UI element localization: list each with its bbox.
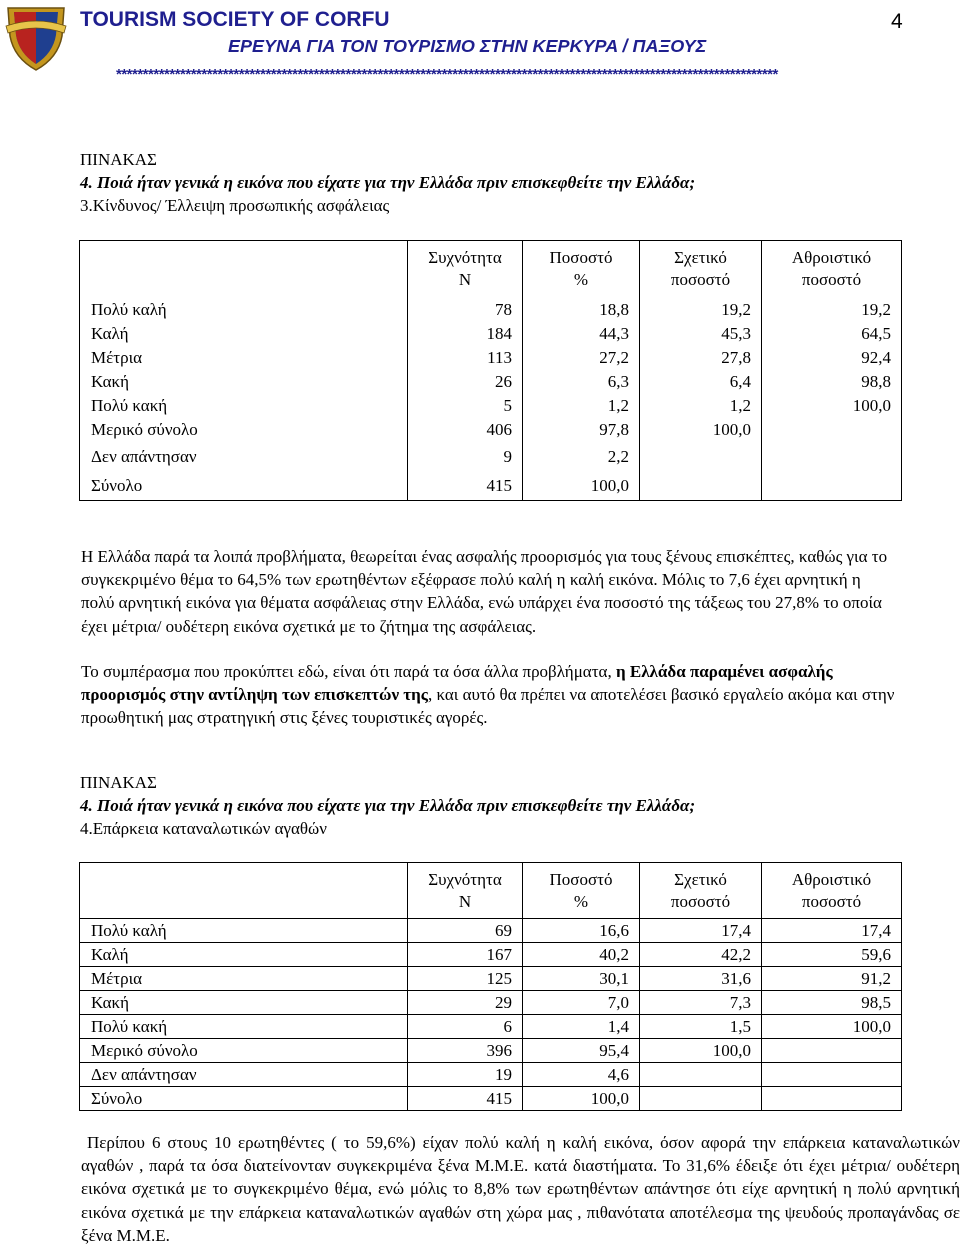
- cell-relative: 100,0: [640, 418, 762, 443]
- cell-frequency: 125: [408, 967, 523, 991]
- table-row: [80, 298, 902, 322]
- table-subtitle: 3.Κίνδυνος/ Έλλειψη προσωπικής ασφάλειας: [80, 196, 390, 215]
- cell-percent: 18,8: [523, 298, 640, 322]
- table-row: [80, 472, 902, 501]
- cell-percent: 16,6: [523, 919, 640, 943]
- row-label: Μέτρια: [80, 967, 408, 991]
- empty-header-cell: [80, 241, 408, 298]
- organization-name: TOURISM SOCIETY OF CORFU: [80, 8, 390, 31]
- column-header-percent: Ποσοστό %: [523, 863, 640, 919]
- cell-cumulative: 64,5: [762, 322, 902, 346]
- survey-question: 4. Ποιά ήταν γενικά η εικόνα που είχατε για την Ελλάδα πριν επισκεφθείτε την Ελλάδα;: [80, 173, 696, 192]
- table-header-row: [80, 863, 902, 919]
- row-label: Πολύ κακή: [80, 1015, 408, 1039]
- column-header-relative: Σχετικό ποσοστό: [640, 863, 762, 919]
- table-row: [80, 1063, 902, 1087]
- cell-percent: 6,3: [523, 370, 640, 394]
- analysis-paragraph: Η Ελλάδα παρά τα λοιπά προβλήματα, θεωρείται ένας ασφαλής προορισμός για τους ξένους επισκέπτες, καθώς για το συγκεκριμένο θέμα το 64,5% των ερωτηθέντων εξέφρασε πολύ καλή η καλή εικόνα. Μόλις το 7,6 έχει αρνητική η πολύ αρνητική εικόνα για θέματα ασφάλειας στην Ελλάδα, ενώ υπάρχει ένα ποσοστό της τάξεως του 27,8% το οποία έχει μέτρια/ ουδέτερη εικόνα σχετικά με το ζήτημα της ασφάλειας.: [81, 547, 888, 636]
- shield-logo-icon: [0, 2, 72, 72]
- cell-relative: 100,0: [640, 1039, 762, 1063]
- table-caption-label: ΠΙΝΑΚΑΣ: [80, 773, 157, 792]
- row-label: Καλή: [91, 323, 129, 343]
- empty-header-cell: [80, 863, 408, 919]
- cell-frequency: 9: [408, 443, 523, 472]
- table-row: [80, 418, 902, 443]
- cell-percent: 30,1: [523, 967, 640, 991]
- table-subtitle: 4.Επάρκεια καταναλωτικών αγαθών: [80, 819, 327, 838]
- header-subtitle: ΕΡΕΥΝΑ ΓΙΑ ΤΟΝ ΤΟΥΡΙΣΜΟ ΣΤΗΝ ΚΕΡΚΥΡΑ / ΠΑΞΟΥΣ: [228, 36, 707, 56]
- cell-relative: [640, 443, 762, 472]
- page-number: 4: [891, 10, 903, 33]
- cell-cumulative: 17,4: [762, 919, 902, 943]
- cell-frequency: 26: [408, 370, 523, 394]
- cell-percent: 100,0: [523, 472, 640, 501]
- row-label: Κακή: [91, 371, 130, 391]
- cell-frequency: 69: [408, 919, 523, 943]
- row-label: Μερικό σύνολο: [80, 1039, 408, 1063]
- table-row: [80, 322, 902, 346]
- table-row: [80, 346, 902, 370]
- cell-relative: 27,8: [640, 346, 762, 370]
- cell-percent: 7,0: [523, 991, 640, 1015]
- row-label: Πολύ καλή: [80, 919, 408, 943]
- cell-cumulative: 98,8: [762, 370, 902, 394]
- row-label: Μερικό σύνολο: [91, 420, 198, 439]
- table-row: [80, 443, 902, 472]
- cell-frequency: 184: [408, 322, 523, 346]
- cell-percent: 1,4: [523, 1015, 640, 1039]
- cell-percent: 100,0: [523, 1087, 640, 1111]
- cell-cumulative: 19,2: [762, 298, 902, 322]
- cell-percent: 4,6: [523, 1063, 640, 1087]
- cell-relative: 6,4: [640, 370, 762, 394]
- cell-cumulative: 92,4: [762, 346, 902, 370]
- cell-frequency: 6: [408, 1015, 523, 1039]
- table-row: [80, 919, 902, 943]
- row-label: Μέτρια: [91, 347, 143, 367]
- cell-percent: 44,3: [523, 322, 640, 346]
- table-row: [80, 1015, 902, 1039]
- column-header-frequency: Συχνότητα N: [408, 241, 523, 298]
- cell-relative: 31,6: [640, 967, 762, 991]
- conclusion-paragraph: Το συμπέρασμα που προκύπτει εδώ, είναι ότι παρά τα όσα άλλα προβλήματα, η Ελλάδα παραμένει ασφαλής προορισμός στην αντίληψη των επισκεπτών της, και αυτό θα πρέπει να αποτελέσει βασικό εργαλείο ακόμα και στην προωθητική μας στρατηγική στις ξένες τουριστικές αγορές.: [81, 662, 895, 728]
- cell-cumulative: 59,6: [762, 943, 902, 967]
- row-label: Καλή: [80, 943, 408, 967]
- row-label: Δεν απάντησαν: [91, 447, 197, 466]
- survey-question: 4. Ποιά ήταν γενικά η εικόνα που είχατε για την Ελλάδα πριν επισκεφθείτε την Ελλάδα;: [80, 796, 696, 815]
- cell-relative: 1,5: [640, 1015, 762, 1039]
- analysis-paragraph: Περίπου 6 στους 10 ερωτηθέντες ( το 59,6%) είχαν πολύ καλή η καλή εικόνα, όσον αφορά την επάρκεια καταναλωτικών αγαθών , παρά τα όσα διατείνονταν συγκεκριμένα ξένα Μ.Μ.Ε. κατά διαστήματα. Το 31,6% έδειξε ότι έχει μέτρια/ ουδέτερη εικόνα σχετικά με το συγκεκριμένο θέμα, ενώ μόλις το 8,8% των ερωτηθέντων απάντησε ότι είχε αρνητική η πολύ αρνητική εικόνα σχετικά με την επάρκεια καταναλωτικών αγαθών στη χώρα μας , πιθανότατα αποτέλεσμα της ψευδούς προπαγάνδας σε ξένα Μ.Μ.Ε.: [81, 1133, 960, 1245]
- column-header-cumulative: Αθροιστικό ποσοστό: [762, 241, 902, 298]
- table-row: [80, 943, 902, 967]
- row-label: Σύνολο: [91, 475, 143, 495]
- goods-frequency-table: [79, 862, 902, 1111]
- cell-frequency: 78: [408, 298, 523, 322]
- cell-frequency: 415: [408, 1087, 523, 1111]
- table-row: [80, 370, 902, 394]
- row-label: Πολύ κακή: [91, 395, 168, 415]
- cell-frequency: 167: [408, 943, 523, 967]
- cell-cumulative: 100,0: [762, 394, 902, 418]
- table-row: [80, 1087, 902, 1111]
- cell-percent: 95,4: [523, 1039, 640, 1063]
- cell-cumulative: [762, 443, 902, 472]
- cell-percent: 27,2: [523, 346, 640, 370]
- table-header-row: [80, 241, 902, 298]
- row-label: Πολύ καλή: [91, 299, 167, 319]
- column-header-frequency: Συχνότητα N: [408, 863, 523, 919]
- table-caption-label: ΠΙΝΑΚΑΣ: [80, 150, 157, 169]
- row-label: Σύνολο: [80, 1087, 408, 1111]
- cell-frequency: 29: [408, 991, 523, 1015]
- cell-frequency: 5: [408, 394, 523, 418]
- cell-relative: 45,3: [640, 322, 762, 346]
- cell-relative: [640, 1063, 762, 1087]
- table-row: [80, 394, 902, 418]
- cell-percent: 2,2: [523, 443, 640, 472]
- cell-percent: 97,8: [523, 418, 640, 443]
- cell-relative: 1,2: [640, 394, 762, 418]
- cell-cumulative: [762, 1063, 902, 1087]
- row-label: Κακή: [80, 991, 408, 1015]
- cell-cumulative: 100,0: [762, 1015, 902, 1039]
- cell-relative: [640, 1087, 762, 1111]
- cell-relative: 42,2: [640, 943, 762, 967]
- cell-relative: 7,3: [640, 991, 762, 1015]
- cell-cumulative: [762, 418, 902, 443]
- cell-percent: 1,2: [523, 394, 640, 418]
- cell-frequency: 396: [408, 1039, 523, 1063]
- cell-frequency: 113: [408, 346, 523, 370]
- cell-frequency: 19: [408, 1063, 523, 1087]
- column-header-percent: Ποσοστό %: [523, 241, 640, 298]
- cell-cumulative: [762, 1039, 902, 1063]
- cell-percent: 40,2: [523, 943, 640, 967]
- header-star-divider: ****************************************************************************************************************************: [116, 66, 778, 83]
- cell-cumulative: 98,5: [762, 991, 902, 1015]
- cell-cumulative: [762, 472, 902, 501]
- column-header-cumulative: Αθροιστικό ποσοστό: [762, 863, 902, 919]
- cell-relative: [640, 472, 762, 501]
- cell-cumulative: [762, 1087, 902, 1111]
- cell-frequency: 406: [408, 418, 523, 443]
- row-label: Δεν απάντησαν: [80, 1063, 408, 1087]
- table-row: [80, 1039, 902, 1063]
- cell-relative: 19,2: [640, 298, 762, 322]
- cell-frequency: 415: [408, 472, 523, 501]
- cell-relative: 17,4: [640, 919, 762, 943]
- column-header-relative: Σχετικό ποσοστό: [640, 241, 762, 298]
- safety-frequency-table: [79, 240, 902, 501]
- conclusion-highlight: η Ελλάδα παραμένει ασφαλής προορισμός στην αντίληψη των επισκεπτών της: [81, 662, 833, 705]
- table-row: [80, 991, 902, 1015]
- table-row: [80, 967, 902, 991]
- cell-cumulative: 91,2: [762, 967, 902, 991]
